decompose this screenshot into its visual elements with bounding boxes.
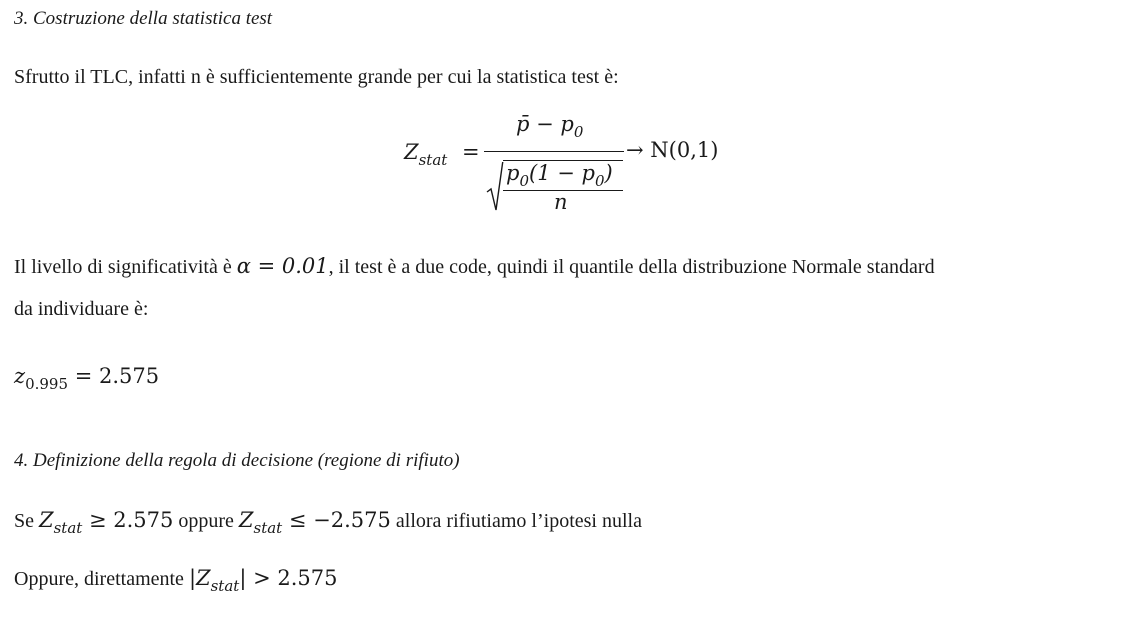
z-stat-formula [400, 112, 740, 216]
formula-numerator: p̄ − $p_0$ [516, 112, 584, 141]
section-3-heading: 3. Costruzione della statistica test [14, 8, 273, 29]
tlc-intro-text: Sfrutto il TLC, infatti n è sufficientemente grande per cui la statistica test è: [14, 66, 619, 88]
significance-line-2: da individuare è: [14, 298, 149, 320]
formula-equals: = [462, 140, 480, 164]
alpha-expression: α = 0.01 [236, 254, 329, 278]
decision-rule: Se $Z_{stat} \ge 2.575$ oppure $Z_{stat} \le -2.575$ allora rifiutiamo l’ipotesi nulla [14, 508, 642, 537]
radicand-numerator: $p_0(1 - p_0)$ [506, 161, 613, 190]
formula-lhs: $Z_{stat}$ [404, 140, 448, 169]
radicand-denominator: n [554, 190, 568, 214]
quantile-expression: $z_{0.995} = 2.575$ [14, 364, 160, 393]
fraction-bar [484, 151, 624, 152]
significance-line-1: Il livello di significatività è α = 0.01, il test è a due code, quindi il quantile della distribuzione Normale standard [14, 254, 935, 278]
formula-rhs: → N(0,1) [626, 138, 719, 162]
alternative-rule: Oppure, direttamente $|Z_{stat}| > 2.575$ [14, 566, 338, 595]
section-4-heading: 4. Definizione della regola di decisione (regione di rifiuto) [14, 450, 460, 471]
